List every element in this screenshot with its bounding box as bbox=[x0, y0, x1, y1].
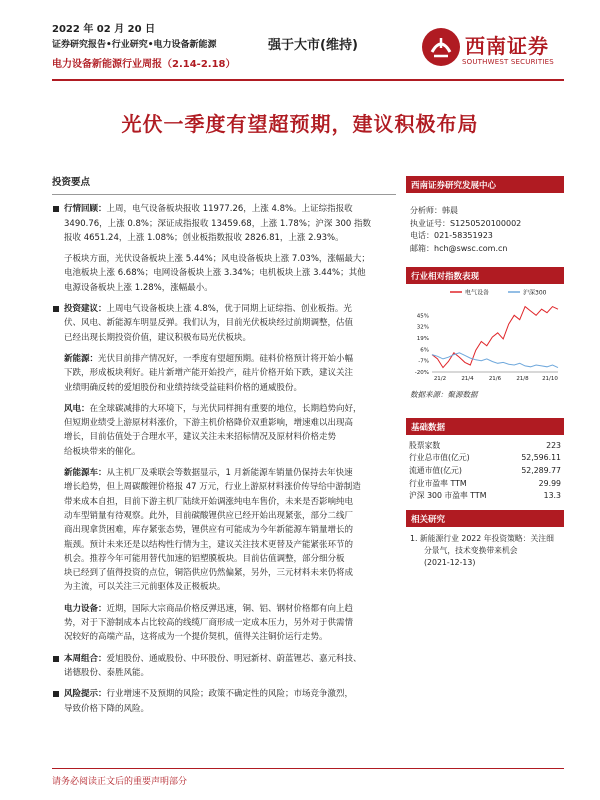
paragraph-label: 风电： bbox=[64, 403, 90, 414]
analyst-name: 分析师：韩晨 bbox=[410, 206, 458, 215]
paragraph-line: 伏、风电、新能源车明显反弹。我们认为，目前光伏板块经过前期调整，估值 bbox=[64, 318, 354, 329]
legend-label: 沪深300 bbox=[523, 289, 547, 297]
paragraph-line: 报收 4651.24，上涨 1.08%；创业板指数报收 2826.81，上涨 2.93%。 bbox=[64, 232, 344, 243]
paragraph-line: 电源设备板块上涨 1.28%，涨幅最小。 bbox=[64, 282, 213, 293]
line-chart-svg bbox=[406, 284, 564, 387]
logo-text-cn: 西南证券 bbox=[465, 34, 549, 58]
table-row bbox=[406, 477, 564, 490]
basic-data-table bbox=[406, 439, 564, 502]
paragraph-line: 为主流，可以关注三元前驱体及正极板块。 bbox=[64, 582, 226, 593]
analyst-info bbox=[406, 193, 564, 261]
company-logo bbox=[422, 28, 562, 72]
footer-divider bbox=[52, 768, 564, 769]
x-tick-label: 21/2 bbox=[433, 376, 447, 382]
analyst-email: 邮箱：hch@swsc.com.cn bbox=[410, 243, 508, 253]
new-energy-section bbox=[52, 352, 396, 395]
paragraph-line: 商出现拿货困难，库存紧张态势，锂供应有可能成为今年新能源车销量增长的 bbox=[64, 525, 354, 536]
table-row bbox=[406, 439, 564, 452]
table-row bbox=[406, 489, 564, 502]
investment-summary bbox=[52, 176, 396, 723]
relative-index-chart bbox=[406, 284, 564, 387]
y-tick-label: 45% bbox=[416, 313, 429, 320]
paragraph-line: 诺德股份、泰胜风能。 bbox=[64, 667, 150, 678]
analyst-cert: 执业证号：S1250520100002 bbox=[410, 218, 522, 228]
header-divider bbox=[52, 79, 564, 81]
weekly-portfolio bbox=[52, 652, 396, 681]
industry-rating: 强于大市(维持) bbox=[268, 38, 358, 53]
chart-box bbox=[406, 267, 564, 400]
paragraph-line: 但短期业绩受上游原材料涨价，下游主机价格降价双重影响，增速难以出现高 bbox=[64, 418, 354, 429]
series-line bbox=[432, 353, 558, 368]
stat-label: 股票家数 bbox=[409, 440, 441, 450]
paragraph-line: 带来成本自担，目前下游主机厂陆续开始调涨纯电车售价，未来是否影响纯电 bbox=[64, 496, 354, 507]
logo-text-en: SOUTHWEST SECURITIES bbox=[462, 58, 554, 66]
table-row bbox=[406, 464, 564, 477]
stat-value: 52,596.11 bbox=[521, 453, 561, 463]
analyst-phone: 电话：021-58351923 bbox=[410, 231, 493, 240]
x-tick-label: 21/8 bbox=[516, 376, 529, 382]
bullet-icon bbox=[53, 656, 59, 662]
paragraph-label: 新能源： bbox=[64, 353, 99, 364]
paragraph-line: 瓶颈。预计未来还是以结构性行情为主，建议关注技术更替及产能紧张环节的 bbox=[64, 539, 354, 550]
footer-disclaimer: 请务必阅读正文后的重要声明部分 bbox=[52, 777, 188, 787]
market-review bbox=[52, 202, 396, 245]
wind-power-section bbox=[52, 402, 396, 459]
stat-value: 29.99 bbox=[538, 478, 561, 488]
research-team-title: 西南证券研究发展中心 bbox=[406, 176, 564, 193]
chart-source-note: 数据来源：聚源数据 bbox=[410, 390, 478, 399]
paragraph-line: 已经出现长期投资价值，建议积极布局光伏板块。 bbox=[64, 332, 252, 343]
stat-label: 沪深 300 市盈率 TTM bbox=[409, 491, 487, 501]
section-divider bbox=[52, 194, 396, 195]
section-title: 投资要点 bbox=[52, 177, 91, 188]
paragraph-line: 下跌，形成板块利好。硅片新增产能开始投产，硅片价格开始下跌，建议关注 bbox=[64, 368, 354, 379]
report-title: 光伏一季度有望超预期，建议积极布局 bbox=[121, 112, 479, 136]
chart-box-title: 行业相对指数表现 bbox=[406, 267, 564, 284]
paragraph-line: 在全球碳减排的大环境下，与光伏同样拥有重要的地位，长期趋势向好， bbox=[89, 403, 362, 414]
legend-label: 电气设备 bbox=[465, 289, 490, 297]
paragraph-label: 本周组合： bbox=[64, 653, 107, 664]
paragraph-line: 业绩明确反转的爱旭股份和业绩持续受益硅料价格的通威股份。 bbox=[64, 382, 303, 393]
paragraph-line: 增长，目前估值处于合理水平，建议关注未来招标情况及原材料价格走势 bbox=[64, 432, 337, 443]
paragraph-label: 新能源车： bbox=[64, 468, 107, 479]
power-equipment-section bbox=[52, 602, 396, 645]
stat-label: 流通市值(亿元) bbox=[409, 465, 462, 475]
y-tick-label: -20% bbox=[414, 370, 429, 376]
related-research-item[interactable]: 1. 新能源行业 2022 年投资策略：关注细 bbox=[410, 534, 554, 543]
bullet-icon bbox=[53, 306, 59, 312]
report-date: 2022 年 02 月 20 日 bbox=[52, 24, 156, 35]
paragraph-line: 块已经到了值得投资的点位，铜箔供应仍然偏紧，另外，三元材料未来仍将成 bbox=[64, 568, 354, 579]
basic-data-title: 基础数据 bbox=[406, 418, 564, 435]
x-tick-label: 21/6 bbox=[488, 376, 502, 382]
paragraph-line: 势，对于下游制成本占比较高的线缆厂商形成一定成本压力，另外对于供需情 bbox=[64, 618, 354, 629]
y-tick-label: -7% bbox=[418, 358, 429, 365]
paragraph-line: 况较好的高端产品，这将成为一个提价契机，值得关注铜价运行走势。 bbox=[64, 632, 328, 643]
paragraph-line: 光伏目前排产情况好，一季度有望超预期。硅料价格预计将开始小幅 bbox=[98, 353, 354, 364]
stat-label: 行业市盈率 TTM bbox=[409, 478, 467, 488]
ev-section bbox=[52, 466, 396, 595]
paragraph-line: 行业增速不及预期的风险；政策不确定性的风险；市场竞争激烈， bbox=[106, 689, 354, 700]
related-research-item-cont: 分景气，技术变换带来机会 bbox=[424, 546, 518, 555]
paragraph-line: 上周电气设备板块上涨 4.8%，优于同期上证综指、创业板指。光 bbox=[106, 304, 352, 315]
x-tick-label: 21/10 bbox=[542, 376, 558, 382]
paragraph-line: 给板块带来的催化。 bbox=[64, 446, 141, 457]
y-tick-label: 19% bbox=[416, 336, 429, 342]
report-weekly-title: 电力设备新能源行业周报（2.14-2.18） bbox=[52, 59, 236, 70]
paragraph-line: 上周，电气设备板块报收 11977.26，上涨 4.8%。上证综指报收 bbox=[106, 204, 353, 215]
paragraph-line: 从主机厂及乘联会等数据显示，1 月新能源车销量仍保持去年快速 bbox=[106, 468, 353, 479]
paragraph-line: 机会。推荐今年可能用替代加速的铝塑膜板块。目前估值调整，部分细分板 bbox=[64, 553, 345, 564]
bullet-icon bbox=[53, 691, 59, 697]
related-research-date: (2021-12-13) bbox=[424, 558, 476, 567]
research-team-box bbox=[406, 176, 564, 261]
paragraph-line: 近期，国际大宗商品价格反弹迅速，铜、铝、钢材价格都有向上趋 bbox=[106, 603, 354, 614]
series-line bbox=[432, 307, 558, 368]
paragraph-line: 3490.76，上涨 0.8%；深证成指报收 13459.68，上涨 1.78%；沪深 300 指数 bbox=[64, 218, 372, 229]
x-tick-label: 21/4 bbox=[461, 376, 474, 382]
paragraph-line: 电池板块上涨 6.68%；电网设备板块上涨 3.34%；电机板块上涨 3.44%；其他 bbox=[64, 268, 366, 279]
investment-advice bbox=[52, 302, 396, 345]
paragraph-label: 电力设备： bbox=[64, 603, 107, 614]
logo-emblem-icon bbox=[422, 28, 460, 66]
table-row bbox=[406, 452, 564, 465]
paragraph-label: 行情回顾： bbox=[64, 204, 107, 215]
y-tick-label: 6% bbox=[420, 347, 429, 354]
paragraph-line: 导致价格下降的风险。 bbox=[64, 703, 150, 714]
basic-data-box bbox=[406, 418, 564, 502]
report-category: 证券研究报告•行业研究•电力设备新能源 bbox=[52, 40, 217, 50]
related-research-box bbox=[406, 510, 564, 575]
stat-value: 223 bbox=[546, 440, 561, 450]
sub-sector-review bbox=[52, 252, 396, 295]
stat-value: 13.3 bbox=[543, 491, 561, 501]
paragraph-label: 风险提示： bbox=[64, 689, 107, 700]
risk-warning bbox=[52, 687, 396, 716]
bullet-icon bbox=[53, 206, 59, 212]
paragraph-line: 增长趋势，但上周碳酸锂价格报 47 万元，行业上游原材料涨价传导给中游制造 bbox=[64, 482, 361, 493]
y-tick-label: 32% bbox=[416, 324, 429, 331]
paragraph-line: 爱旭股份、通威股份、中环股份、明冠新材、蔚蓝锂芯、嘉元科技、 bbox=[106, 653, 362, 664]
stat-label: 行业总市值(亿元) bbox=[409, 453, 470, 463]
stat-value: 52,289.77 bbox=[521, 465, 561, 475]
paragraph-line: 动车型销量有待观察。此外，目前碳酸锂供应已经开始出现紧张，部分二线厂 bbox=[64, 510, 354, 521]
paragraph-label: 投资建议： bbox=[64, 304, 107, 315]
paragraph-line: 子板块方面，光伏设备板块上涨 5.44%；风电设备板块上涨 7.03%，涨幅最大； bbox=[64, 254, 370, 265]
related-research-title: 相关研究 bbox=[406, 510, 564, 527]
related-research-list bbox=[406, 527, 564, 575]
